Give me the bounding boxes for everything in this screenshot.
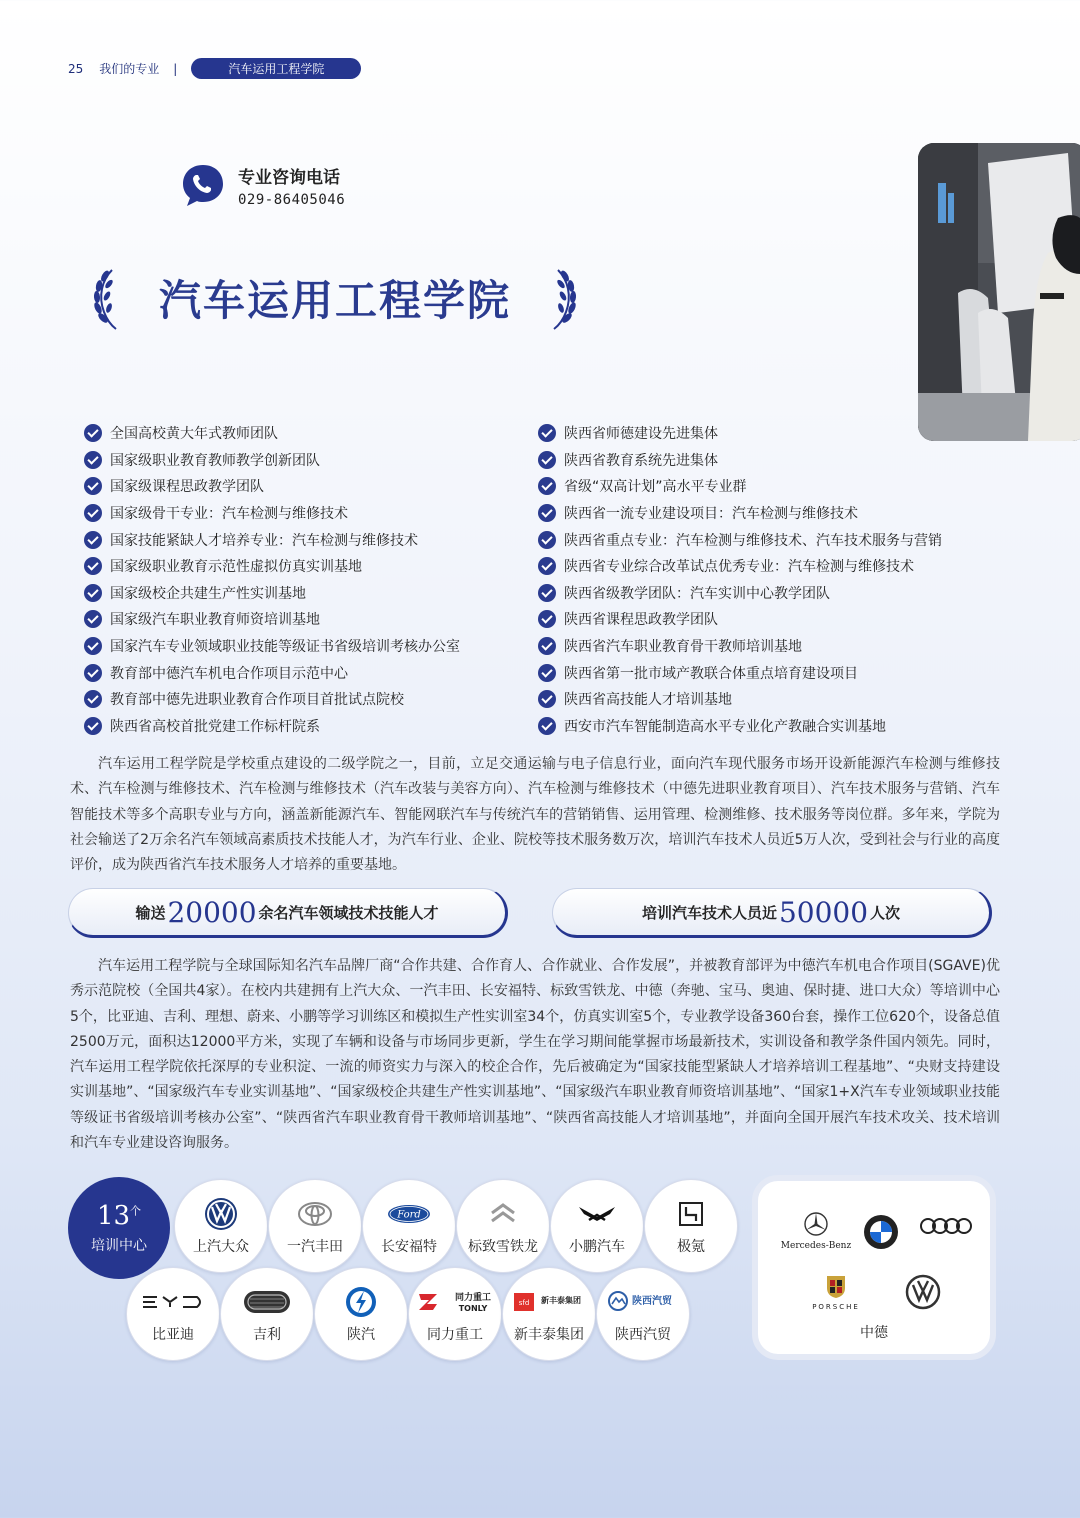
brand-bmw: [856, 1213, 906, 1255]
training-center-count: 13: [96, 1201, 131, 1231]
phone-icon: [180, 162, 226, 208]
list-item: 陕西省高校首批党建工作标杆院系: [84, 713, 538, 740]
check-icon: [538, 504, 556, 522]
list-item: 国家级校企共建生产性实训基地: [84, 580, 538, 607]
brand-zeekr: 极氪: [644, 1179, 738, 1273]
contact-label: 专业咨询电话: [238, 167, 340, 188]
list-item: 陕西省专业综合改革试点优秀专业：汽车检测与维修技术: [538, 553, 942, 580]
honors-list-left: [84, 420, 538, 739]
check-icon: [84, 717, 102, 735]
citroen-logo-icon: [488, 1199, 518, 1229]
list-item: 陕西省师德建设先进集体: [538, 420, 942, 447]
svg-text:Ford: Ford: [397, 1209, 421, 1221]
list-item: 国家技能紧缺人才培养专业：汽车检测与维修技术: [84, 526, 538, 553]
check-icon: [538, 531, 556, 549]
intro-paragraph: 汽车运用工程学院是学校重点建设的二级学院之一，目前，立足交通运输与电子信息行业，面向汽车现代服务市场开设新能源汽车检测与维修技术、汽车检测与维修技术、汽车检测与维修技术（汽车改装与美容方向）、汽车检测与维修技术（中德先进职业教育项目）、汽车技术服务与营销、汽车智能技术等多个高职专业与方向，涵盖新能源汽车、智能网联汽车与传统汽车的营销销售、运用管理、检测维修、技术服务等岗位群。多年来，学院为社会输送了2万余名汽车领域高素质技术技能人才，为汽车行业、企业、院校等技术服务数万次，培训汽车技术人员近5万人次，受到社会与行业的高度评价，成为陕西省汽车技术服务人才培养的重要基地。: [70, 756, 1000, 874]
mercedes-logo-icon: [803, 1211, 829, 1237]
brand-sfd: sfd 新丰泰集团 新丰泰集团: [502, 1267, 596, 1361]
page-title: 汽车运用工程学院: [158, 276, 511, 325]
stat-graduates: 输送 20000 余名汽车领域技术技能人才: [68, 888, 508, 938]
check-icon: [538, 424, 556, 442]
list-item: 国家级职业教育示范性虚拟仿真实训基地: [84, 553, 538, 580]
honors-list-right: [538, 420, 942, 739]
brand-porsche: PORSCHE: [796, 1273, 876, 1311]
section-label: 我们的专业: [99, 62, 160, 76]
cooperation-paragraph: 汽车运用工程学院与全球国际知名汽车品牌厂商“合作共建、合作育人、合作就业、合作发展”，并被教育部评为中德汽车机电合作项目(SGAVE)优秀示范院校（全国共4家）。在校内共建拥有上汽大众、一汽丰田、长安福特、标致雪铁龙、中德（奔驰、宝马、奥迪、保时捷、进口大众）等培训中心5个，比亚迪、吉利、理想、蔚来、小鹏等学习训练区和模拟生产性实训室34个，仿真实训室5个，专业教学设备360台套，操作工位620个，设备总值2500万元，面积达12000平方米，实现了车辆和设备与市场同步更新，学生在学习期间能掌握市场最新技术，实训设备和教学条件国内领先。同时，汽车运用工程学院依托深厚的专业积淀、一流的师资实力与深入的校企合作，先后被确定为“国家技能型紧缺人才培养培训工程基地”、“央财支持建设实训基地”、“国家级汽车专业实训基地”、“国家级校企共建生产性实训基地”、“国家级汽车职业教育师资培训基地”、“国家1+X汽车专业领域职业技能等级证书省级培训考核办公室”、“陕西省汽车职业教育骨干教师培训基地”、“陕西省高技能人才培训基地”，并面向全国开展汽车技术攻关、技术培训和汽车专业建设咨询服务。: [70, 958, 1000, 1152]
list-item: 陕西省高技能人才培训基地: [538, 686, 942, 713]
brand-ford: Ford 长安福特: [362, 1179, 456, 1273]
check-icon: [538, 690, 556, 708]
contact-phone: 029-86405046: [238, 191, 346, 208]
svg-text:sfd: sfd: [518, 1299, 530, 1307]
list-item: 全国高校黄大年式教师团队: [84, 420, 538, 447]
sino-german-label: 中德: [860, 1325, 888, 1341]
contact-block: [180, 162, 345, 208]
check-icon: [84, 584, 102, 602]
list-item: 陕西省课程思政教学团队: [538, 606, 942, 633]
training-center-label: 培训中心: [91, 1238, 147, 1254]
page-header: [68, 58, 361, 79]
sino-german-brands: [752, 1175, 996, 1360]
vw-import-logo-icon: [904, 1273, 942, 1311]
svg-text:新丰泰集团: 新丰泰集团: [541, 1296, 581, 1305]
check-icon: [538, 477, 556, 495]
check-icon: [538, 451, 556, 469]
check-icon: [84, 477, 102, 495]
stat-graduates-number: 20000: [167, 895, 257, 929]
brand-vw-import: [898, 1273, 948, 1315]
porsche-logo-icon: [825, 1273, 847, 1299]
page-number: 25: [68, 61, 84, 76]
xpeng-logo-icon: [577, 1204, 617, 1224]
training-centers: [68, 1175, 748, 1365]
shaanxi-auto-trade-logo-icon: [607, 1290, 679, 1314]
honors-section: [84, 420, 994, 739]
bmw-logo-icon: [862, 1213, 900, 1251]
list-item: 西安市汽车智能制造高水平专业化产教融合实训基地: [538, 713, 942, 740]
header-separator: |: [173, 61, 178, 76]
tonly-logo-icon: [417, 1290, 493, 1314]
check-icon: [538, 717, 556, 735]
brand-toyota: 一汽丰田: [268, 1179, 362, 1273]
svg-text:陕西汽贸: 陕西汽贸: [632, 1296, 672, 1307]
stat-trainees-number: 50000: [778, 895, 869, 929]
check-icon: [538, 584, 556, 602]
list-item: 陕西省汽车职业教育骨干教师培训基地: [538, 633, 942, 660]
list-item: 陕西省重点专业：汽车检测与维修技术、汽车技术服务与营销: [538, 526, 942, 553]
list-item: 陕西省一流专业建设项目：汽车检测与维修技术: [538, 500, 942, 527]
check-icon: [538, 610, 556, 628]
ford-logo-icon: [387, 1204, 431, 1224]
list-item: 国家级职业教育教师教学创新团队: [84, 447, 538, 474]
check-icon: [84, 557, 102, 575]
list-item: 教育部中德汽车机电合作项目示范中心: [84, 659, 538, 686]
brand-shacman: 陕汽: [314, 1267, 408, 1361]
list-item: 陕西省级教学团队：汽车实训中心教学团队: [538, 580, 942, 607]
list-item: 国家级骨干专业：汽车检测与维修技术: [84, 500, 538, 527]
zeekr-logo-icon: [678, 1201, 704, 1227]
shacman-logo-icon: [344, 1285, 378, 1319]
check-icon: [538, 664, 556, 682]
check-icon: [84, 424, 102, 442]
check-icon: [84, 664, 102, 682]
check-icon: [538, 637, 556, 655]
contact-text: [238, 163, 345, 208]
sfd-logo-icon: [513, 1291, 585, 1313]
list-item: 教育部中德先进职业教育合作项目首批试点院校: [84, 686, 538, 713]
current-section-pill: 汽车运用工程学院: [191, 58, 361, 79]
list-item: 国家级课程思政教学团队: [84, 473, 538, 500]
check-icon: [538, 557, 556, 575]
title-block: [90, 262, 580, 334]
toyota-logo-icon: [297, 1201, 333, 1227]
check-icon: [84, 504, 102, 522]
brand-xpeng: 小鹏汽车: [550, 1179, 644, 1273]
brand-vw: 上汽大众: [174, 1179, 268, 1273]
audi-logo-icon: [919, 1217, 973, 1235]
training-center-count-badge: $13^个$ 培训中心: [68, 1177, 170, 1279]
brand-mercedes: Mercedes-Benz: [766, 1211, 866, 1251]
brand-audi: [916, 1217, 976, 1239]
list-item: 国家级汽车职业教育师资培训基地: [84, 606, 538, 633]
vw-logo-icon: [203, 1196, 239, 1232]
classroom-photo-image: [918, 143, 1080, 441]
brand-tonly: 同力重工 TONLY 同力重工: [408, 1267, 502, 1361]
svg-text:TONLY: TONLY: [458, 1304, 488, 1313]
check-icon: [84, 451, 102, 469]
check-icon: [84, 531, 102, 549]
geely-logo-icon: [242, 1289, 292, 1315]
check-icon: [84, 690, 102, 708]
byd-logo-icon: [141, 1295, 205, 1309]
check-icon: [84, 637, 102, 655]
svg-text:同力重工: 同力重工: [454, 1293, 492, 1303]
brand-shaanxi-auto-trade: 陕西汽贸 陕西汽贸: [596, 1267, 690, 1361]
classroom-photo: [918, 143, 1080, 441]
list-item: 国家汽车专业领域职业技能等级证书省级培训考核办公室: [84, 633, 538, 660]
stat-trainees: 培训汽车技术人员近 50000 人次: [552, 888, 992, 938]
list-item: 省级“双高计划”高水平专业群: [538, 473, 942, 500]
laurel-right-icon: [550, 266, 580, 332]
laurel-left-icon: [90, 266, 120, 332]
brand-byd: 比亚迪: [126, 1267, 220, 1361]
list-item: 陕西省第一批市域产教联合体重点培育建设项目: [538, 659, 942, 686]
check-icon: [84, 610, 102, 628]
brand-psa: 标致雪铁龙: [456, 1179, 550, 1273]
brand-geely: 吉利: [220, 1267, 314, 1361]
list-item: 陕西省教育系统先进集体: [538, 447, 942, 474]
